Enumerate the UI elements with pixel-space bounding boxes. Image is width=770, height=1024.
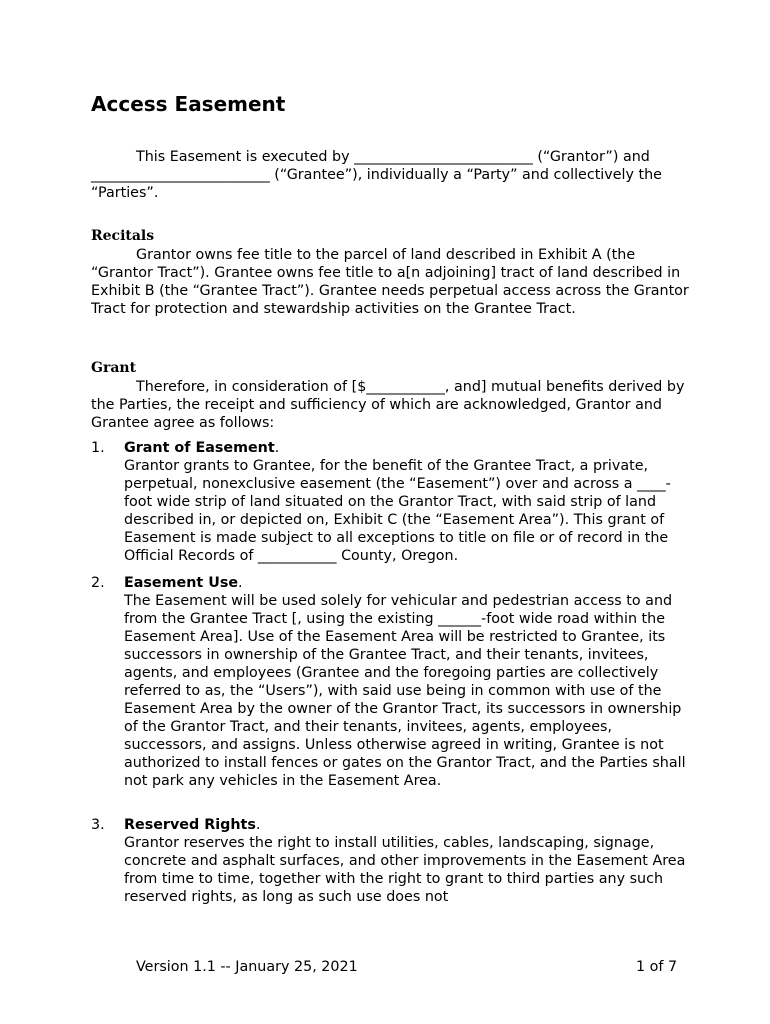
grant-heading: Grant: [91, 360, 137, 376]
document-title: Access Easement: [91, 92, 286, 116]
item-body: [124, 439, 694, 565]
recitals-paragraph: Grantor owns fee title to the parcel of land described in Exhibit A (the “Grantor Tract”). Grantee owns fee title to a[n adjoining] tract of land described in Exhibit B (the “Grantee Tract”). Grantee needs perpetual access across the Grantor Tract for protection and stewardship activities on the Grantee Tract.: [91, 247, 689, 317]
item-heading: Grant of Easement: [124, 440, 275, 456]
item-body: [124, 574, 694, 790]
footer-version: Version 1.1 -- January 25, 2021: [136, 959, 358, 975]
item-text: Grantor grants to Grantee, for the benefit of the Grantee Tract, a private, perpetual, nonexclusive easement (the “Easement”) over and across a ____- foot wide strip of land situated on the Grantor Tract, with said strip of land described in, or depicted on, Exhibit C (the “Easement Area”). This grant of Easement is made subject to all exceptions to title on file or of record in the Official Records of ___________ County, Oregon.: [124, 458, 671, 564]
item-heading: Reserved Rights: [124, 817, 256, 833]
item-number: 1.: [91, 440, 105, 456]
item-number: 3.: [91, 817, 105, 833]
footer-page-number: 1 of 7: [636, 959, 678, 975]
item-heading-punct: .: [274, 440, 280, 456]
grant-paragraph: Therefore, in consideration of [$___________, and] mutual benefits derived by the Parties, the receipt and sufficiency of which are acknowledged, Grantor and Grantee agree as follows:: [91, 379, 685, 431]
item-body: [124, 816, 694, 906]
intro-paragraph: This Easement is executed by _________________________ (“Grantor”) and _________________________ (“Grantee”), individually a “Party” and collectively the “Parties”.: [91, 149, 662, 201]
item-text: The Easement will be used solely for vehicular and pedestrian access to and from the Grantee Tract [, using the existing ______-foot wide road within the Easement Area]. Use of the Easement Area will be restricted to Grantee, its successors in ownership of the Grantee Tract, and their tenants, invitees, agents, and employees (Grantee and the foregoing parties are collectively referred to as, the “Users”), with said use being in common with use of the Easement Area by the owner of the Grantor Tract, its successors in ownership of the Grantor Tract, and their tenants, invitees, agents, employees, successors, and assigns. Unless otherwise agreed in writing, Grantee is not authorized to install fences or gates on the Grantor Tract, and the Parties shall not park any vehicles in the Easement Area.: [124, 593, 686, 789]
recitals-heading: Recitals: [91, 228, 155, 244]
item-number: 2.: [91, 575, 105, 591]
item-heading-punct: .: [238, 575, 243, 591]
item-heading-punct: .: [255, 817, 261, 833]
item-heading: Easement Use: [124, 575, 239, 591]
item-text: Grantor reserves the right to install utilities, cables, landscaping, signage, concrete and asphalt surfaces, and other improvements in the Easement Area from time to time, together with the right to grant to third parties any such reserved rights, as long as such use does not: [124, 835, 686, 905]
